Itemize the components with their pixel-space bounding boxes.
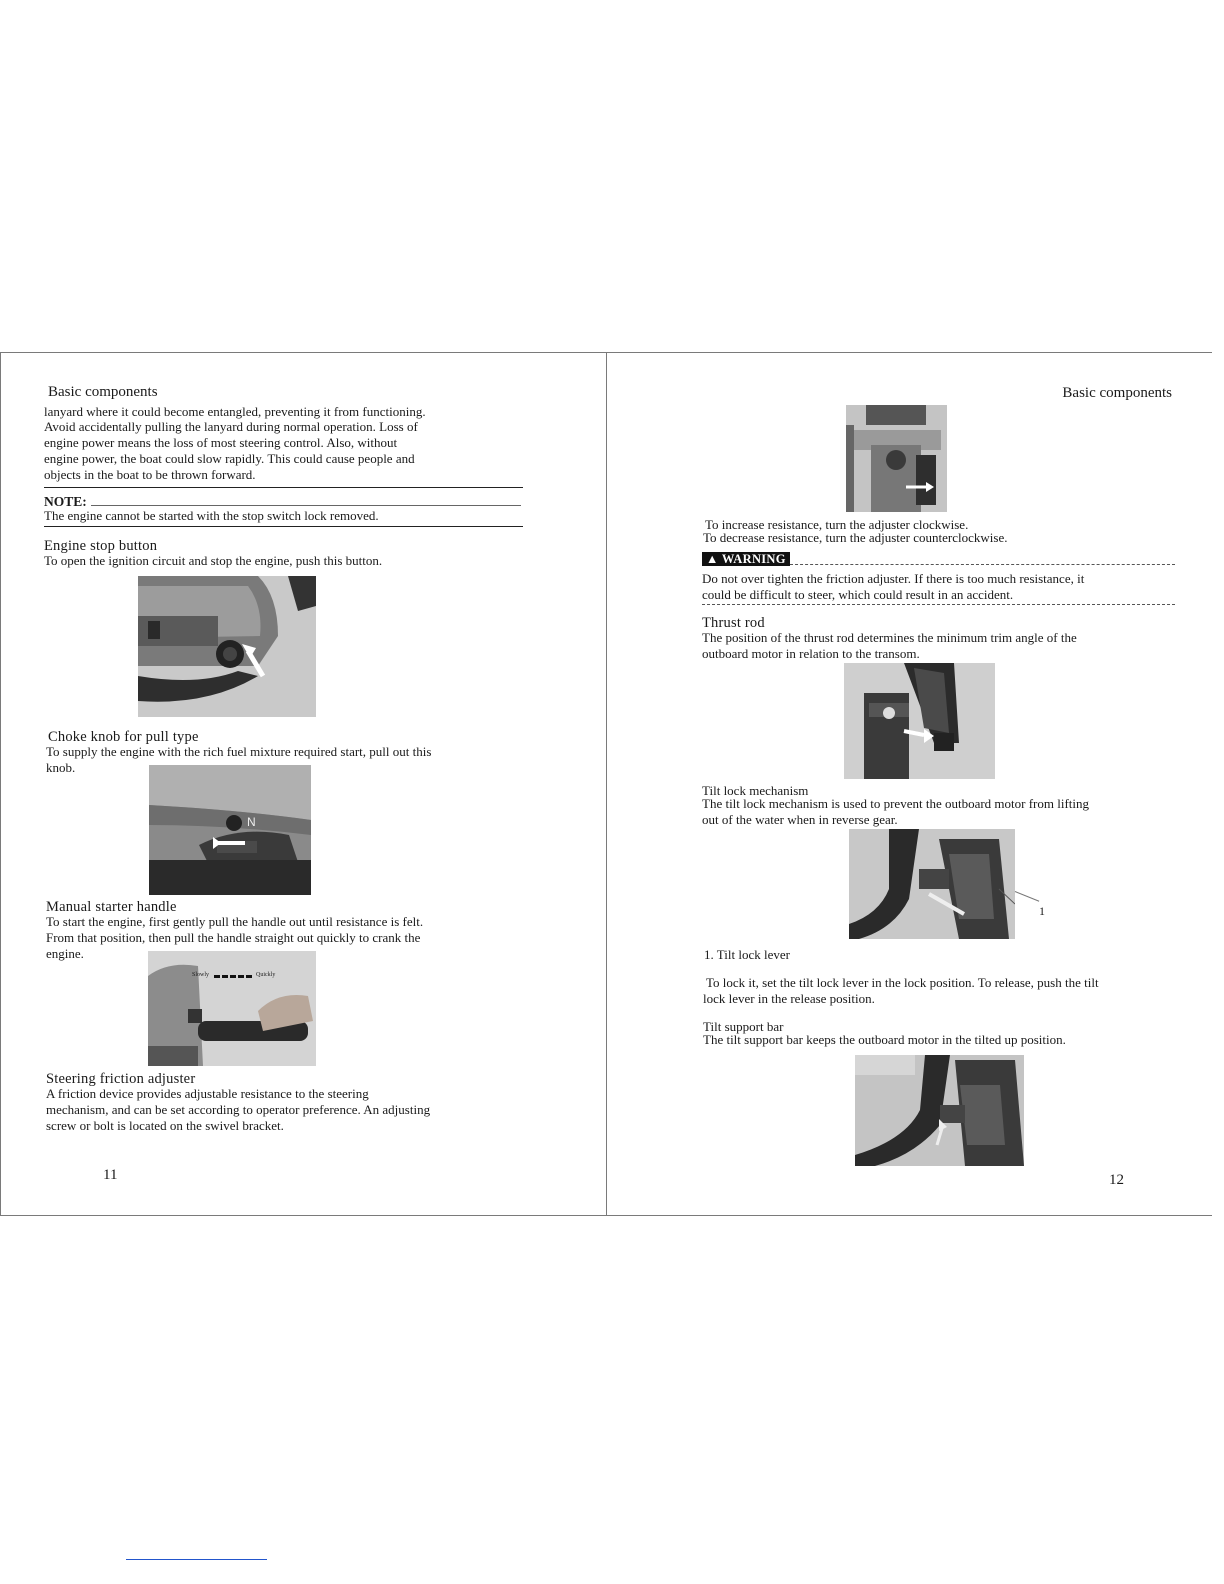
warning-rule: [790, 564, 1175, 565]
intro-line: engine power means the loss of most steering control. Also, without: [44, 435, 398, 450]
callout-number: 1: [1039, 904, 1045, 918]
starter-title: Manual starter handle: [46, 899, 177, 915]
note-bottom-rule: [44, 526, 523, 527]
choke-photo-letter: N: [247, 815, 256, 829]
callout-leader: [1015, 891, 1039, 902]
bottom-link-underline: [126, 1559, 267, 1560]
warning-badge: ▲ WARNING: [702, 552, 790, 566]
choke-title: Choke knob for pull type: [48, 729, 199, 745]
tilt-lock-title: Tilt lock mechanism: [702, 783, 809, 798]
running-header: Basic components: [48, 384, 158, 400]
running-header: Basic components: [1062, 385, 1172, 401]
tilt-lock-instruction: To lock it, set the tilt lock lever in the lock position. To release, push the tilt: [706, 975, 1099, 990]
intro-line: lanyard where it could become entangled, preventing it from functioning.: [44, 404, 426, 419]
choke-photo: [149, 765, 311, 895]
intro-line: engine power, the boat could slow rapidly. This could cause people and: [44, 451, 415, 466]
warning-line: Do not over tighten the friction adjuster. If there is too much resistance, it: [702, 571, 1085, 586]
starter-arrow: [214, 975, 252, 978]
friction-adjuster-photo: [846, 405, 947, 512]
starter-line: engine.: [46, 946, 84, 961]
thrust-line: outboard motor in relation to the transom.: [702, 646, 920, 661]
tilt-lock-photo: [849, 829, 1015, 939]
right-page: [607, 353, 1212, 1215]
tilt-lock-line: out of the water when in reverse gear.: [702, 812, 898, 827]
note-label: NOTE:: [44, 494, 87, 509]
starter-photo: [148, 951, 316, 1066]
starter-line: To start the engine, first gently pull the handle out until resistance is felt.: [46, 914, 424, 929]
friction-line: A friction device provides adjustable resistance to the steering: [46, 1086, 369, 1101]
note-top-rule: [44, 487, 523, 488]
engine-stop-photo: [138, 576, 316, 717]
starter-slowly-label: Slowly: [192, 972, 210, 978]
tilt-lock-instruction: lock lever in the release position.: [703, 991, 875, 1006]
thrust-line: The position of the thrust rod determines the minimum trim angle of the: [702, 630, 1077, 645]
tilt-lock-line: The tilt lock mechanism is used to prevent the outboard motor from lifting: [702, 796, 1090, 811]
starter-line: From that position, then pull the handle straight out quickly to crank the: [46, 930, 421, 945]
engine-stop-line: To open the ignition circuit and stop the engine, push this button.: [44, 553, 383, 568]
tilt-lock-caption: 1. Tilt lock lever: [704, 947, 790, 962]
intro-line: Avoid accidentally pulling the lanyard during normal operation. Loss of: [44, 419, 418, 434]
thrust-title: Thrust rod: [702, 615, 765, 631]
warning-line: could be difficult to steer, which could result in an accident.: [702, 587, 1014, 602]
note-label-rule: [91, 505, 521, 506]
engine-stop-title: Engine stop button: [44, 538, 158, 554]
tilt-support-photo: [855, 1055, 1024, 1166]
page-number: 12: [1109, 1172, 1124, 1188]
friction-title: Steering friction adjuster: [46, 1071, 196, 1087]
resistance-line: To increase resistance, turn the adjuster clockwise.: [705, 517, 969, 532]
tilt-support-line: The tilt support bar keeps the outboard motor in the tilted up position.: [703, 1032, 1066, 1047]
resistance-line: To decrease resistance, turn the adjuster counterclockwise.: [703, 530, 1008, 545]
choke-line: To supply the engine with the rich fuel mixture required start, pull out this: [46, 744, 432, 759]
intro-line: objects in the boat to be thrown forward.: [44, 467, 256, 482]
starter-quickly-label: Quickly: [256, 972, 276, 978]
friction-line: mechanism, and can be set according to operator preference. An adjusting: [46, 1102, 431, 1117]
manual-spread: [0, 352, 1212, 1216]
page-number: 11: [103, 1167, 118, 1183]
note-text: The engine cannot be started with the stop switch lock removed.: [44, 508, 379, 523]
friction-line: screw or bolt is located on the swivel bracket.: [46, 1118, 284, 1133]
tilt-support-title: Tilt support bar: [703, 1019, 784, 1034]
warning-bottom-rule: [702, 604, 1175, 605]
choke-line: knob.: [46, 760, 76, 775]
left-page: [0, 353, 607, 1215]
thrust-rod-photo: [844, 663, 995, 779]
